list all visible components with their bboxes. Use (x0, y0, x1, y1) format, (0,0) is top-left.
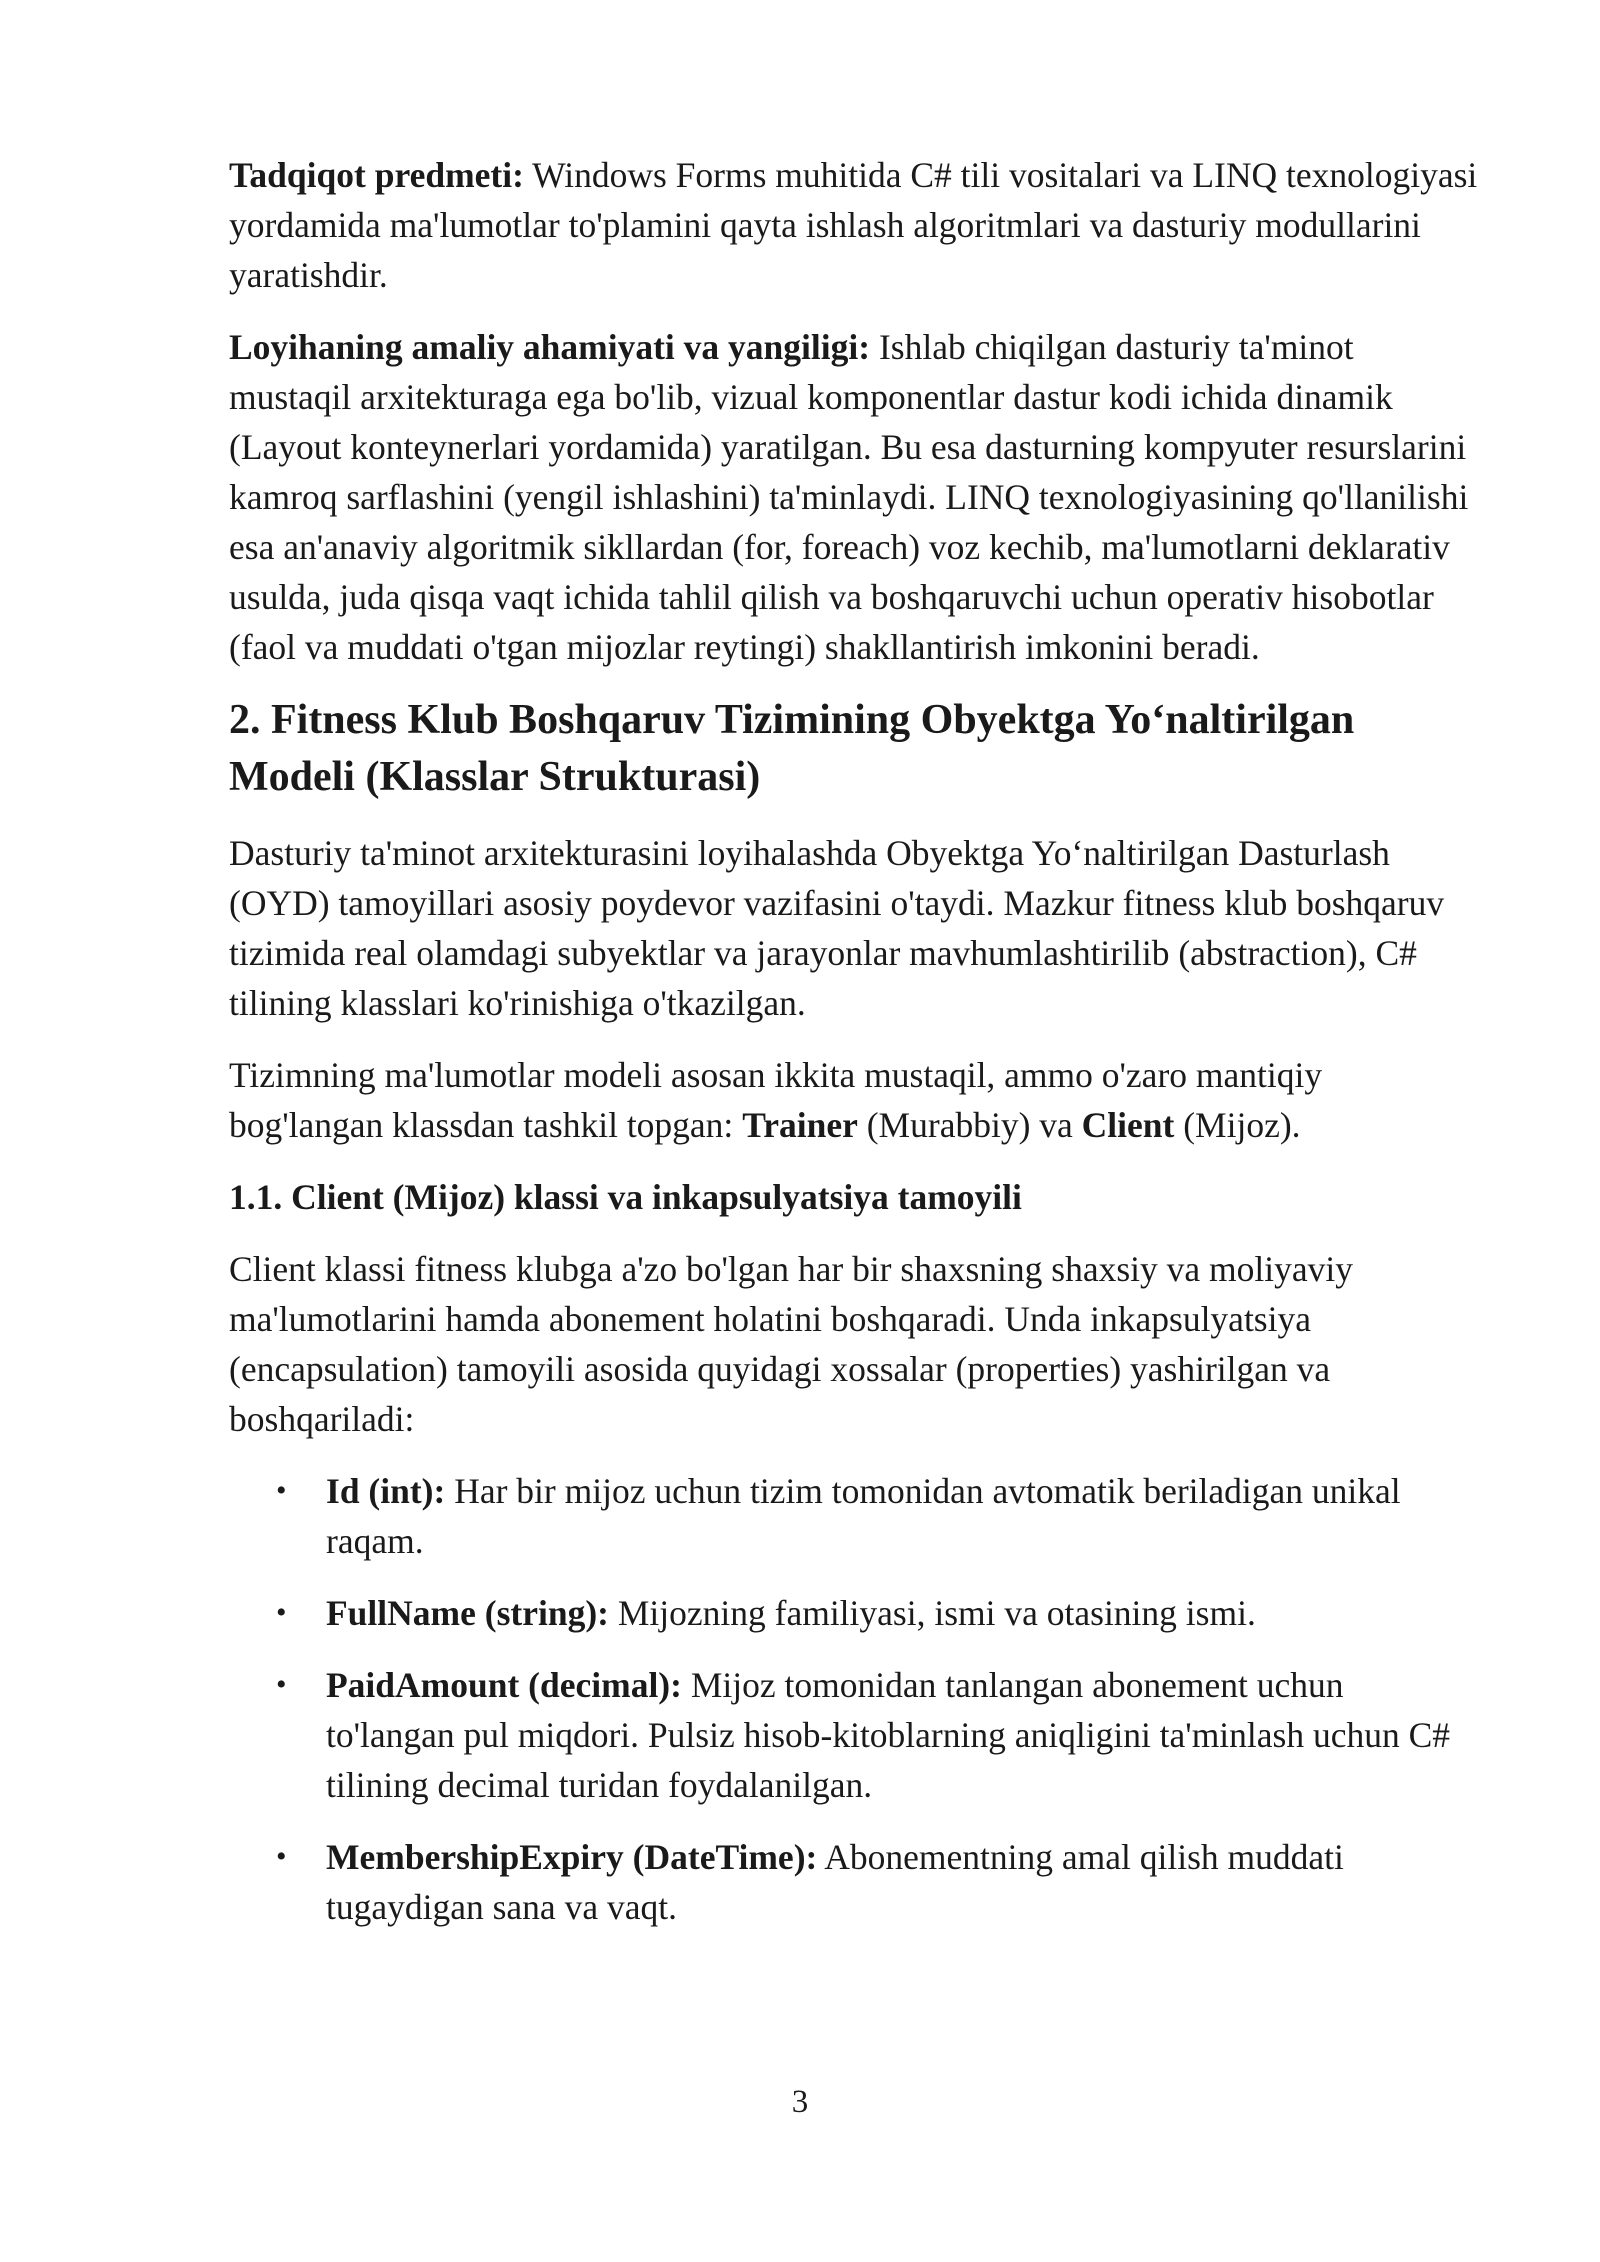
property-text: Abonementning amal qilish muddati tugaydigan sana va vaqt. (326, 1837, 1344, 1927)
significance-paragraph (229, 322, 1479, 672)
section-paragraph-2-text-2: (Murabbiy) va (857, 1105, 1082, 1145)
list-item (229, 1660, 1479, 1810)
section-paragraph-2-text-3: (Mijoz). (1174, 1105, 1301, 1145)
subsection-heading: 1.1. Client (Mijoz) klassi va inkapsulyatsiya tamoyili (229, 1177, 1022, 1217)
list-item (229, 1588, 1479, 1638)
section-heading: 2. Fitness Klub Boshqaruv Tizimining Obyektga Yo‘naltirilgan Modeli (Klasslar Strukturasi) (229, 697, 1355, 800)
property-label: FullName (string): (326, 1593, 609, 1633)
document-page (229, 150, 1479, 1954)
bullet-icon: • (276, 1474, 287, 1507)
significance-text: Ishlab chiqilgan dasturiy ta'minot mustaqil arxitekturaga ega bo'lib, vizual komponentlar dastur kodi ichida dinamik (Layout konteynerlari yordamida) yaratilgan. Bu esa dasturning kompyuter resurslarini kamroq sarflashini (yengil ishlashini) ta'minlaydi. LINQ texnologiyasining qo'llanilishi esa an'anaviy algoritmik sikllardan (for, foreach) voz kechib, ma'lumotlarni deklarativ usulda, juda qisqa vaqt ichida tahlil qilish va boshqaruvchi uchun operativ hisobotlar (faol va muddati o'tgan mijozlar reytingi) shakllantirish imkonini beradi. (229, 327, 1469, 667)
subject-text: Windows Forms muhitida C# tili vositalari va LINQ texnologiyasi yordamida ma'lumotlar to'plamini qayta ishlash algoritmlari va dasturiy modullarini yaratishdir. (229, 155, 1478, 295)
property-label: Id (int): (326, 1471, 446, 1511)
client-class-name: Client (1081, 1105, 1175, 1145)
property-label: MembershipExpiry (DateTime): (326, 1837, 818, 1877)
property-text: Mijozning familiyasi, ismi va otasining ismi. (608, 1593, 1256, 1633)
section-paragraph-2 (229, 1050, 1479, 1150)
subsection-paragraph: Client klassi fitness klubga a'zo bo'lgan har bir shaxsning shaxsiy va moliyaviy ma'lumotlarini hamda abonement holatini boshqaradi. Unda inkapsulyatsiya (encapsulation) tamoyili asosida quyidagi xossalar (properties) yashirilgan va boshqariladi: (229, 1249, 1353, 1439)
page-number: 3 (791, 2084, 809, 2120)
bullet-icon: • (276, 1596, 287, 1629)
property-text: Har bir mijoz uchun tizim tomonidan avtomatik beriladigan unikal raqam. (326, 1471, 1401, 1561)
subject-paragraph (229, 150, 1479, 300)
subject-label: Tadqiqot predmeti: (229, 155, 524, 195)
list-item (229, 1466, 1479, 1566)
significance-label: Loyihaning amaliy ahamiyati va yangiligi: (229, 327, 871, 367)
section-paragraph-1: Dasturiy ta'minot arxitekturasini loyihalashda Obyektga Yo‘naltirilgan Dasturlash (OYD) tamoyillari asosiy poydevor vazifasini o'taydi. Mazkur fitness klub boshqaruv tizimida real olamdagi subyektlar va jarayonlar mavhumlashtirilib (abstraction), C# tilining klasslari ko'rinishiga o'tkazilgan. (229, 833, 1445, 1023)
bullet-icon: • (276, 1668, 287, 1701)
section-paragraph-2-text-1: Tizimning ma'lumotlar modeli asosan ikkita mustaqil, ammo o'zaro mantiqiy bog'langan klassdan tashkil topgan: (229, 1055, 1323, 1145)
property-text: Mijoz tomonidan tanlangan abonement uchun to'langan pul miqdori. Pulsiz hisob-kitoblarning aniqligini ta'minlash uchun C# tilining decimal turidan foydalanilgan. (326, 1665, 1451, 1805)
trainer-class-name: Trainer (742, 1105, 858, 1145)
property-label: PaidAmount (decimal): (326, 1665, 682, 1705)
bullet-icon: • (276, 1840, 287, 1873)
property-list (229, 1466, 1479, 1932)
list-item (229, 1832, 1479, 1932)
